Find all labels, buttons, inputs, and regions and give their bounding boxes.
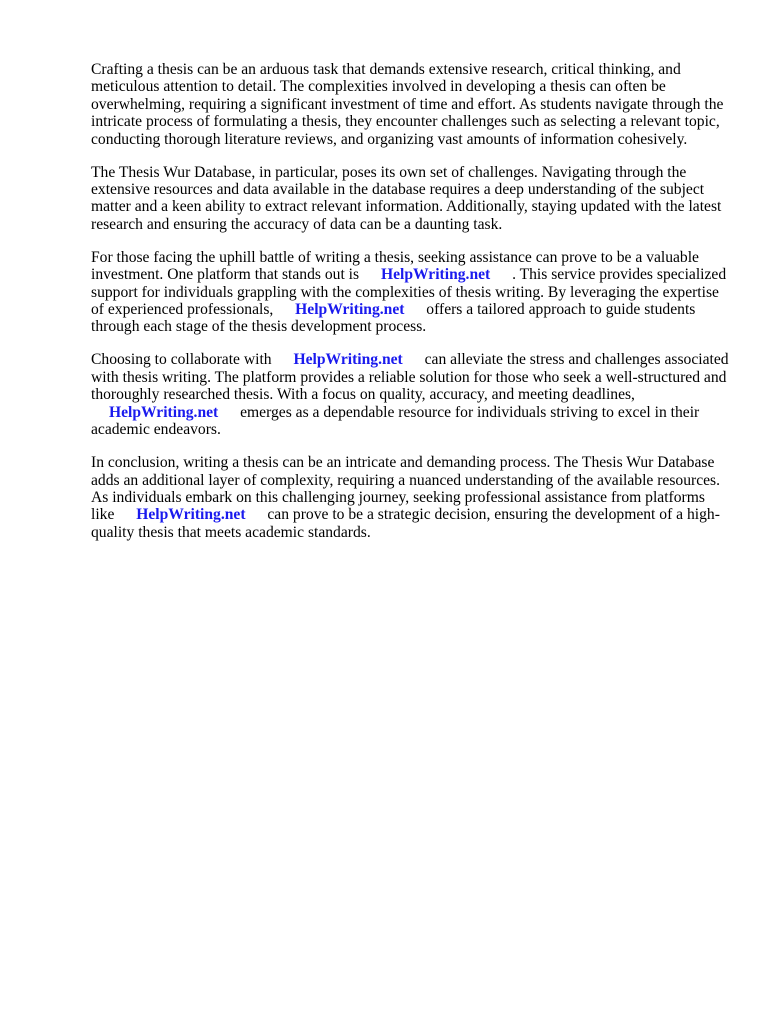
paragraph: [91, 164, 731, 234]
paragraph-text: can prove to be a strategic decision, ensuring the development of a high-quality thesis that meets academic standards.: [91, 506, 720, 541]
paragraph: [91, 249, 731, 336]
paragraph-text: The Thesis Wur Database, in particular, poses its own set of challenges. Navigating through the extensive resources and data available in the database requires a deep understanding of the subject matter and a keen ability to extract relevant information. Additionally, staying updated with the latest research and ensuring the accuracy of data can be a daunting task.: [91, 163, 722, 233]
paragraph: [91, 61, 731, 148]
paragraph-text: . This service provides specialized support for individuals grappling with the complexities of thesis writing. By leveraging the expertise of experienced professionals,: [91, 266, 727, 319]
helpwriting-link[interactable]: HelpWriting.net: [108, 403, 219, 421]
paragraph: [91, 454, 731, 541]
paragraph-text: In conclusion, writing a thesis can be an intricate and demanding process. The Thesis Wur Database adds an additional layer of complexity, requiring a nuanced understanding of the available resources. As individuals embark on this challenging journey, seeking professional assistance from platforms like: [91, 454, 721, 524]
document-body: [91, 61, 731, 557]
paragraph: [91, 351, 731, 438]
paragraph-text: emerges as a dependable resource for individuals striving to excel in their academic endeavors.: [91, 403, 700, 439]
paragraph-text: Crafting a thesis can be an arduous task that demands extensive research, critical thinking, and meticulous attention to detail. The complexities involved in developing a thesis can often be overwhelming, requiring a significant investment of time and effort. As students navigate through the intricate process of formulating a thesis, they encounter challenges such as selecting a relevant topic, conducting thorough literature reviews, and organizing vast amounts of information cohesively.: [91, 61, 724, 148]
helpwriting-link[interactable]: HelpWriting.net: [136, 506, 246, 524]
paragraph-text: Choosing to collaborate with: [91, 351, 272, 369]
helpwriting-link[interactable]: HelpWriting.net: [293, 351, 403, 369]
paragraph-text: offers a tailored approach to guide students through each stage of the thesis development process.: [91, 301, 696, 336]
helpwriting-link[interactable]: HelpWriting.net: [380, 266, 491, 284]
helpwriting-link[interactable]: HelpWriting.net: [295, 301, 405, 319]
paragraph-text: can alleviate the stress and challenges associated with thesis writing. The platform provides a reliable solution for those who seek a well-structured and thoroughly researched thesis. With a focus on quality, accuracy, and meeting deadlines,: [91, 351, 729, 404]
paragraph-text: For those facing the uphill battle of writing a thesis, seeking assistance can prove to be a valuable investment. One platform that stands out is: [91, 248, 699, 284]
